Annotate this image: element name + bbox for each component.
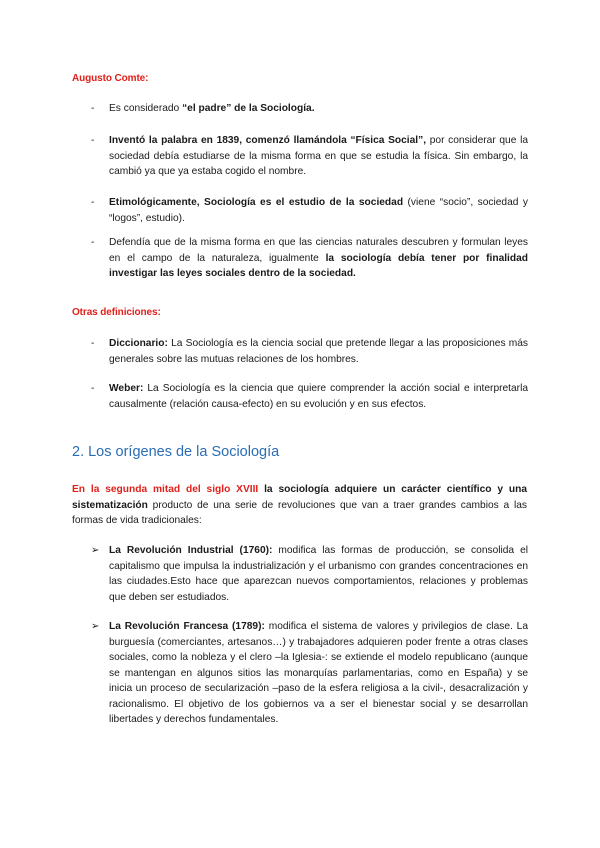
arrow-bullet-icon: ➢: [91, 545, 100, 556]
dash-bullet: -: [91, 135, 95, 146]
section-title: 2. Los orígenes de la Sociología: [72, 444, 280, 460]
list-item: - Weber: La Sociología es la ciencia que quiere comprender la acción social e interpretarla causalmente (relación causa-efecto) en su evolución y en sus efectos.: [91, 383, 528, 410]
list-item: - Es considerado “el padre” de la Sociología.: [91, 101, 528, 117]
comte-heading: Augusto Comte:: [72, 73, 149, 84]
list-item: ➢ La Revolución Industrial (1760): modifica las formas de producción, se consolida el capitalismo que impulsa la industrialización y el urbanismo con grandes concentraciones en las ciudades.Esto hace que aparezcan nuevos comportamientos, relaciones y problemas que deben ser estudiados.: [91, 545, 528, 603]
list-item: ➢ La Revolución Francesa (1789): modifica el sistema de valores y privilegios de clase. La burguesía (comerciantes, artesanos…) y trabajadores adquieren poder frente a otras clases sociales, como la nobleza y el clero –la Iglesia-: se extiende el modelo republicano (aunque se mantengan en algunos sitios las monarquías parlamentarias, como en España) y se inicia un proceso de secularización –paso de la esfera religiosa a la civil-, desacralización y racionalismo. El objetivo de los gobiernos va a ser el bienestar social y se desarrollan libertades y derechos fundamentales.: [91, 621, 528, 725]
dash-bullet: -: [91, 197, 95, 208]
dash-bullet: -: [91, 237, 95, 248]
list-item: - Inventó la palabra en 1839, comenzó llamándola “Física Social”, por considerar que la sociedad debía estudiarse de la misma forma en que se estudia la física. Sin embargo, la cambió ya que ya estaba cogido el nombre.: [91, 135, 528, 177]
list-item: - Etimológicamente, Sociología es el estudio de la sociedad (viene “socio”, sociedad y “logos”, estudio).: [91, 197, 529, 224]
otras-heading: Otras definiciones:: [72, 307, 161, 318]
dash-bullet: -: [91, 103, 95, 114]
dash-bullet: -: [91, 338, 95, 349]
dash-bullet: -: [91, 383, 95, 394]
arrow-bullet-icon: ➢: [91, 621, 100, 632]
intro-paragraph: En la segunda mitad del siglo XVIII la sociología adquiere un carácter científico y una sistematización producto de una serie de revoluciones que van a traer grandes cambios a las formas de vida tradicionales:: [72, 484, 527, 526]
list-item: - Defendía que de la misma forma en que las ciencias naturales descubren y formulan leyes en el campo de la naturaleza, igualmente la sociología debía tener por finalidad investigar las leyes sociales dentro de la sociedad.: [91, 237, 529, 279]
list-item: - Diccionario: La Sociología es la ciencia social que pretende llegar a las proposiciones más generales sobre las mutuas relaciones de los hombres.: [91, 338, 528, 365]
